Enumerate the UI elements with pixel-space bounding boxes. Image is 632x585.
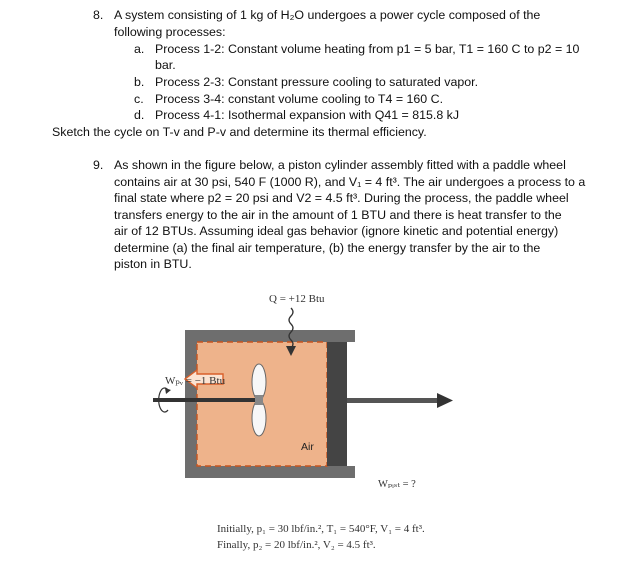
piston-motion-arrow xyxy=(437,393,453,408)
piston-work-label: Wₚᵢₛₜ = ? xyxy=(378,479,416,490)
final-state-caption: Finally, p₂ = 20 lbf/in.², V₂ = 4.5 ft³. xyxy=(217,539,376,551)
paddle-hub xyxy=(255,395,263,405)
cylinder-top-wall xyxy=(185,330,355,342)
item-d-text: Process 4-1: Isothermal expansion with Q41 = 815.8 kJ xyxy=(155,108,460,122)
item-c-text: Process 3-4: constant volume cooling to T4 = 160 C. xyxy=(155,92,444,106)
problem-8-closing: Sketch the cycle on T-v and P-v and determine its thermal efficiency. xyxy=(52,125,427,139)
rotation-arrowhead-icon xyxy=(165,388,171,394)
item-d-label: d. xyxy=(134,108,145,122)
problem-9-line-2: contains air at 30 psi, 540 F (1000 R), and V₁ = 4 ft³. The air undergoes a process to a xyxy=(114,175,586,189)
cylinder-bottom-wall xyxy=(185,466,355,478)
heat-label: Q = +12 Btu xyxy=(269,293,325,305)
item-b-text: Process 2-3: Constant pressure cooling to saturated vapor. xyxy=(155,75,479,89)
cylinder-left-wall xyxy=(185,330,197,478)
problem-8-number: 8. xyxy=(93,8,104,22)
problem-9-line-7: piston in BTU. xyxy=(114,257,192,271)
problem-9-line-3: final state where p2 = 20 psi and V2 = 4.5 ft³. During the process, the paddle wheel xyxy=(114,191,569,205)
paddle-work-label: Wₚᵥ = −1 Btu xyxy=(165,375,226,387)
problem-8-intro-line-2: following processes: xyxy=(114,25,226,39)
item-c-label: c. xyxy=(134,92,144,106)
piston-cylinder-figure xyxy=(145,290,475,570)
gas-label: Air xyxy=(301,441,314,453)
problem-9-line-6: determine (a) the final air temperature, (b) the energy transfer by the air to the xyxy=(114,241,541,255)
piston-cylinder-diagram xyxy=(145,290,475,530)
item-a-text: Process 1-2: Constant volume heating from p1 = 5 bar, T1 = 160 C to p2 = 10 xyxy=(155,42,580,56)
piston-rod xyxy=(347,398,437,403)
item-b-label: b. xyxy=(134,75,145,89)
problem-9-line-1: As shown in the figure below, a piston cylinder assembly fitted with a paddle wheel xyxy=(114,158,566,172)
problem-9-number: 9. xyxy=(93,158,104,172)
paddle-blade-top xyxy=(252,364,266,400)
paddle-blade-bottom xyxy=(252,400,266,436)
problem-9-line-5: air of 12 BTUs. Assuming ideal gas behavior (ignore kinetic and potential energy) xyxy=(114,224,559,238)
initial-state-caption: Initially, p₁ = 30 lbf/in.², T₁ = 540°F, V₁ = 4 ft³. xyxy=(217,523,425,535)
item-a-text-cont: bar. xyxy=(155,58,176,72)
paddle-shaft xyxy=(153,398,263,402)
item-a-label: a. xyxy=(134,42,145,56)
problem-8-intro-line-1: A system consisting of 1 kg of H₂O undergoes a power cycle composed of the xyxy=(114,8,541,22)
piston xyxy=(327,342,347,466)
problem-9-line-4: transfers energy to the air in the amount of 1 BTU and there is heat transfer to the xyxy=(114,208,562,222)
